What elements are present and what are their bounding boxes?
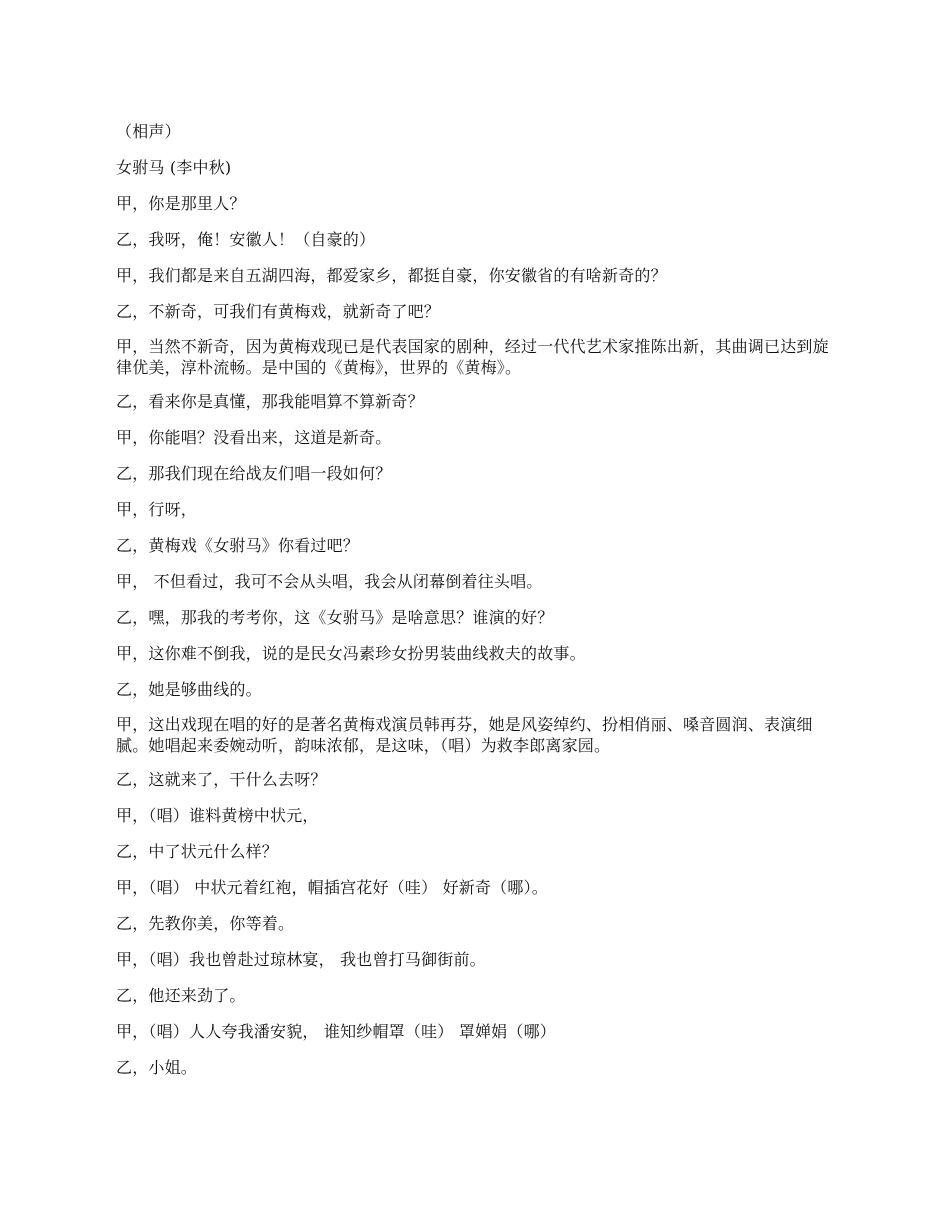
dialogue-line: 甲，（唱）谁料黄榜中状元， (116, 806, 319, 825)
dialogue-line: 甲，当然不新奇，因为黄梅戏现已是代表国家的剧种，经过一代代艺术家推陈出新，其曲调已达到旋律优美，淳朴流畅。是中国的《黄梅》，世界的《黄梅》。 (116, 337, 829, 377)
document-body (116, 120, 836, 1092)
dialogue-line: 乙，嘿，那我的考考你，这《女驸马》是啥意思？谁演的好？ (116, 608, 554, 627)
dialogue-line: 甲，（唱） 中状元着红袍，帽插宫花好（哇） 好新奇（哪）。 (116, 878, 548, 897)
dialogue-line: 甲，（唱）我也曾赴过琼林宴， 我也曾打马御街前。 (116, 950, 486, 969)
dialogue-line: 乙，他还来劲了。 (116, 986, 246, 1005)
dialogue-line: 乙，她是够曲线的。 (116, 680, 262, 699)
dialogue-line: 乙，这就来了，干什么去呀？ (116, 770, 327, 789)
dialogue-line: 乙，先教你美，你等着。 (116, 914, 295, 933)
dialogue-line: 乙，黄梅戏《女驸马》你看过吧？ (116, 536, 360, 555)
dialogue-line: 甲， 不但看过，我可不会从头唱，我会从闭幕倒着往头唱。 (116, 572, 543, 591)
dialogue-line: 甲，行呀， (116, 500, 198, 519)
dialogue-line: 甲，我们都是来自五湖四海，都爱家乡，都挺自豪，你安徽省的有啥新奇的？ (116, 266, 667, 285)
dialogue-line: 乙，不新奇，可我们有黄梅戏，就新奇了吧？ (116, 302, 441, 321)
dialogue-line: 乙，那我们现在给战友们唱一段如何？ (116, 464, 392, 483)
dialogue-line: 乙，小姐。 (116, 1058, 198, 1077)
dialogue-line: 乙，我呀，俺！安徽人！（自豪的） (116, 230, 376, 249)
dialogue-line: 甲，你能唱？没看出来，这道是新奇。 (116, 428, 392, 447)
genre-label: （相声） (116, 122, 181, 141)
dialogue-line: 甲，（唱）人人夸我潘安貌， 谁知纱帽罩（哇） 罩婵娟（哪） (116, 1022, 556, 1041)
document-title: 女驸马 (李中秋) (116, 158, 232, 177)
dialogue-line: 甲，你是那里人？ (116, 194, 246, 213)
dialogue-line: 甲，这出戏现在唱的好的是著名黄梅戏演员韩再芬，她是风姿绰约、扮相俏丽、嗓音圆润、表演细腻。她唱起来委婉动听，韵味浓郁，是这味，（唱）为救李郎离家园。 (116, 715, 813, 755)
dialogue-line: 乙，中了状元什么样？ (116, 842, 279, 861)
dialogue-line: 甲，这你难不倒我，说的是民女冯素珍女扮男装曲线救夫的故事。 (116, 644, 586, 663)
dialogue-line: 乙，看来你是真懂，那我能唱算不算新奇？ (116, 392, 424, 411)
